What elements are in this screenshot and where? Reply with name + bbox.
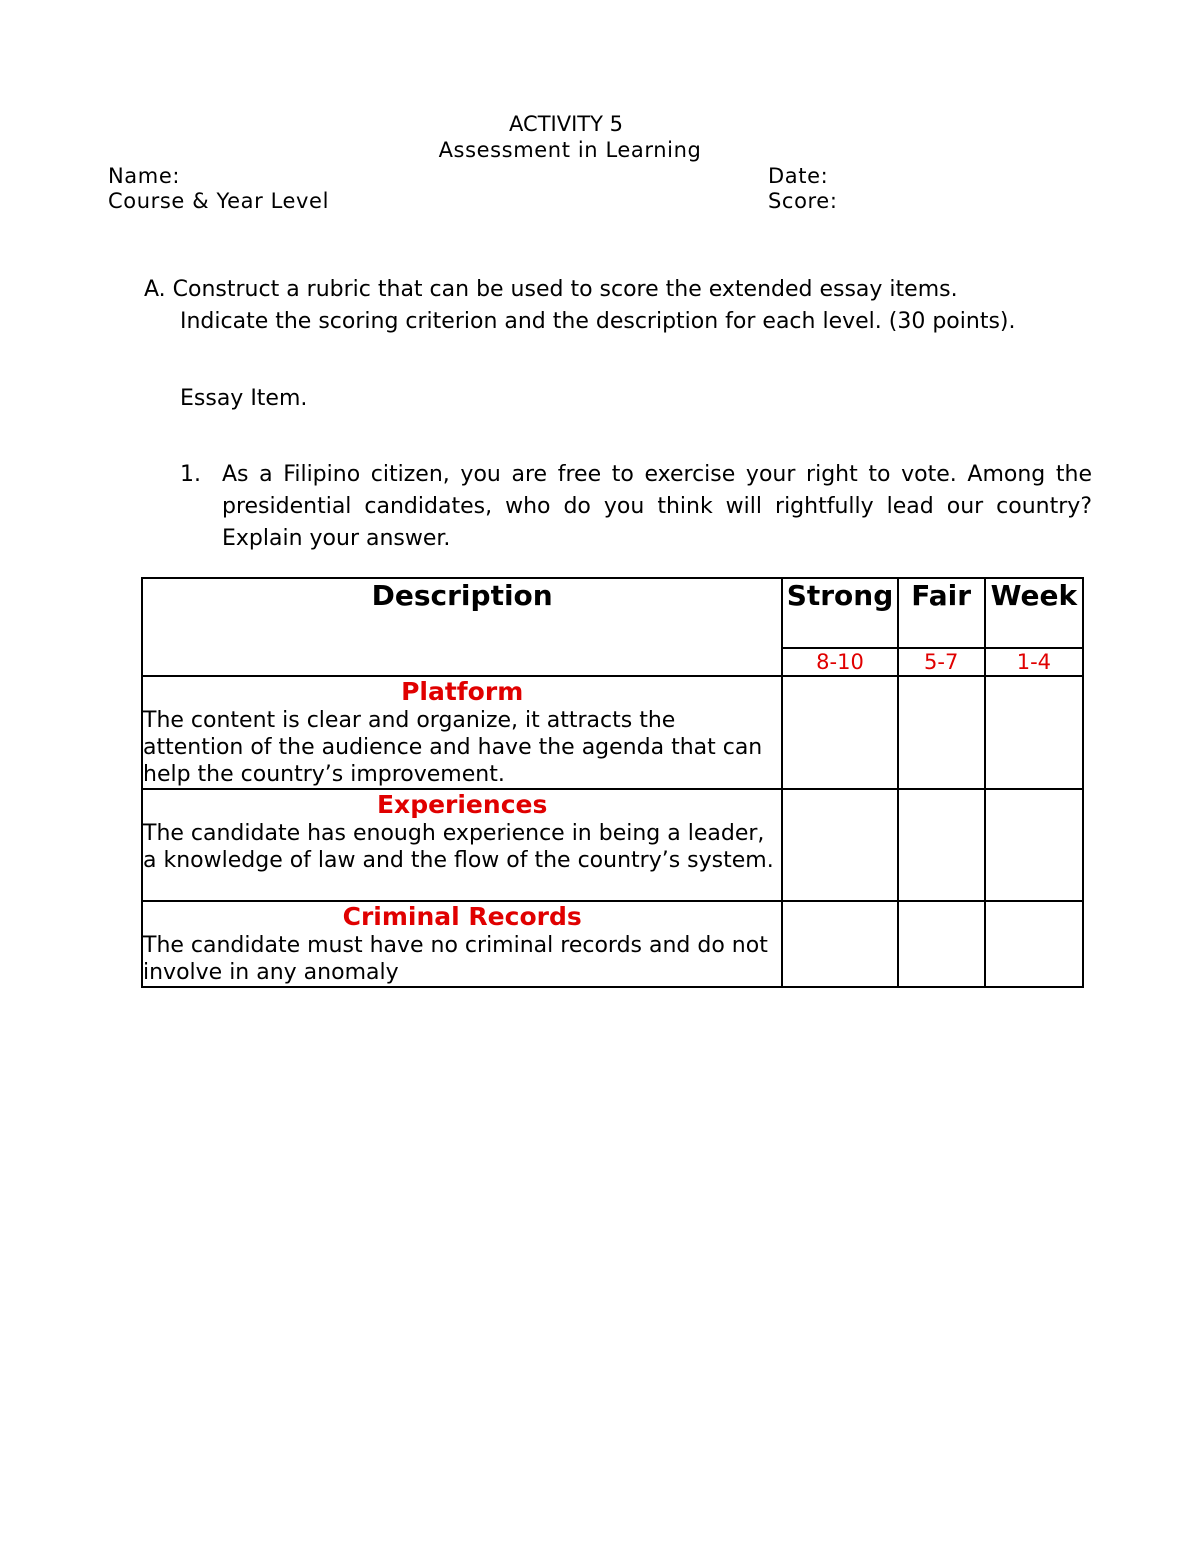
score-cell-fair[interactable] — [898, 901, 985, 987]
score-cell-strong[interactable] — [782, 789, 897, 901]
criterion-description: The content is clear and organize, it attracts the attention of the audience and have the agenda that can help the country’s improvement. — [143, 708, 763, 787]
rubric-criterion-row — [142, 676, 1083, 789]
range-fair: 5-7 — [898, 648, 985, 676]
rubric-criterion-row — [142, 789, 1083, 901]
score-cell-fair[interactable] — [898, 789, 985, 901]
date-label: Date: — [768, 164, 829, 188]
score-cell-week[interactable] — [985, 901, 1083, 987]
rubric-header-row — [142, 578, 1083, 648]
essay-item-question: As a Filipino citizen, you are free to exercise your right to vote. Among the presidential candidates, who do you think will rightfully lead our country? Explain your answer. — [222, 462, 1092, 551]
criterion-cell — [142, 901, 782, 987]
level-header-week: Week — [985, 578, 1083, 648]
rubric-table — [141, 577, 1084, 988]
criterion-cell — [142, 789, 782, 901]
level-header-fair: Fair — [898, 578, 985, 648]
description-header: Description — [142, 578, 782, 676]
name-label: Name: — [108, 164, 181, 188]
criterion-title: Criminal Records — [342, 902, 582, 931]
score-cell-week[interactable] — [985, 789, 1083, 901]
range-strong: 8-10 — [782, 648, 897, 676]
criterion-description: The candidate must have no criminal records and do not involve in any anomaly — [143, 933, 768, 985]
score-cell-fair[interactable] — [898, 676, 985, 789]
rubric-criterion-row — [142, 901, 1083, 987]
activity-subtitle: Assessment in Learning — [438, 138, 702, 162]
instruction-line-1: A. Construct a rubric that can be used to score the extended essay items. — [144, 277, 958, 302]
course-year-label: Course & Year Level — [108, 189, 330, 213]
score-cell-week[interactable] — [985, 676, 1083, 789]
criterion-cell — [142, 676, 782, 789]
score-cell-strong[interactable] — [782, 901, 897, 987]
criterion-title: Experiences — [376, 790, 548, 819]
essay-item-label: Essay Item. — [180, 386, 308, 411]
criterion-description: The candidate has enough experience in being a leader, a knowledge of law and the flow of the country’s system. — [143, 821, 774, 873]
range-week: 1-4 — [985, 648, 1083, 676]
criterion-title: Platform — [401, 677, 524, 706]
essay-item-number: 1. — [180, 462, 201, 487]
score-cell-strong[interactable] — [782, 676, 897, 789]
level-header-strong: Strong — [782, 578, 897, 648]
instruction-line-2: Indicate the scoring criterion and the description for each level. (30 points). — [180, 309, 1016, 334]
score-label: Score: — [768, 189, 838, 213]
activity-title: ACTIVITY 5 — [509, 112, 623, 136]
